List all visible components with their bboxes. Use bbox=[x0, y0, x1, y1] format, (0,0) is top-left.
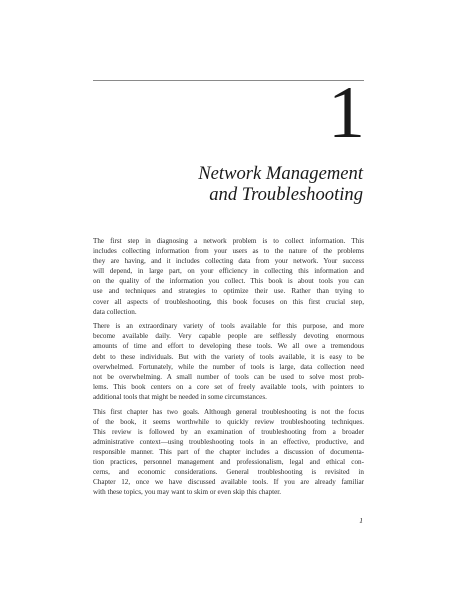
paragraph-line: lems. This book centers on a core set of freely available tools, with pointers to bbox=[93, 382, 364, 391]
paragraph-line: This review is followed by an examination of troubleshooting from a broader bbox=[93, 427, 364, 436]
paragraph-line: overwhelmed. Fortunately, while the number of tools is large, data collection need bbox=[93, 362, 364, 371]
paragraph-line: with these topics, you may want to skim or even skip this chapter. bbox=[93, 488, 282, 497]
paragraph-line: not be overwhelming. A small number of tools can be used to solve most prob- bbox=[93, 372, 364, 381]
body-text bbox=[93, 236, 364, 502]
paragraph-3 bbox=[93, 407, 364, 498]
paragraph-line: debt to these individuals. But with the variety of tools available, it is easy to be bbox=[93, 352, 364, 361]
paragraph-line: responsible manner. This part of the chapter includes a discussion of documenta- bbox=[93, 447, 364, 456]
paragraph-1 bbox=[93, 236, 364, 317]
paragraph-2 bbox=[93, 321, 364, 402]
paragraph-line: they are having, and it includes collecting data from your network. Your success bbox=[93, 257, 364, 266]
chapter-title-line-1: Network Management bbox=[198, 163, 363, 184]
paragraph-line: will depend, in large part, on your efficiency in collecting this information and bbox=[93, 267, 364, 276]
paragraph-line: data collection. bbox=[93, 307, 137, 316]
chapter-number: 1 bbox=[328, 72, 365, 154]
chapter-title-line-2: and Troubleshooting bbox=[209, 184, 363, 205]
chapter-title bbox=[103, 163, 363, 205]
paragraph-line: administrative context—using troubleshooting tools in an effective, productive, and bbox=[93, 437, 364, 446]
paragraph-line: cerns, and economic considerations. General troubleshooting is revisited in bbox=[93, 468, 364, 477]
page-number: 1 bbox=[359, 516, 363, 525]
paragraph-line: use and techniques and strategies to optimize their use. Rather than trying to bbox=[93, 287, 364, 296]
paragraph-line: cover all aspects of troubleshooting, this book focuses on this first crucial step, bbox=[93, 297, 364, 306]
paragraph-line: includes collecting information from your users as to the nature of the problems bbox=[93, 247, 364, 256]
paragraph-line: on the quality of the information you collect. This book is about tools you can bbox=[93, 277, 364, 286]
paragraph-line: tion practices, personnel management and professionalism, legal and ethical con- bbox=[93, 457, 364, 466]
paragraph-line: of the book, it seems worthwhile to quickly review troubleshooting techniques. bbox=[93, 417, 364, 426]
chapter-top-rule bbox=[93, 80, 364, 81]
paragraph-line: There is an extraordinary variety of tools available for this purpose, and more bbox=[93, 322, 364, 331]
paragraph-line: The first step in diagnosing a network problem is to collect information. This bbox=[93, 237, 364, 245]
paragraph-line: amounts of time and effort to developing these tools. We all owe a tremendous bbox=[93, 342, 364, 351]
paragraph-line: become available daily. Very capable people are selflessly devoting enormous bbox=[93, 332, 364, 341]
paragraph-line: additional tools that might be needed in some circumstances. bbox=[93, 392, 267, 401]
paragraph-line: Chapter 12, once we have discussed available tools. If you are already familiar bbox=[93, 478, 364, 487]
paragraph-line: This first chapter has two goals. Although general troubleshooting is not the focus bbox=[93, 407, 364, 416]
